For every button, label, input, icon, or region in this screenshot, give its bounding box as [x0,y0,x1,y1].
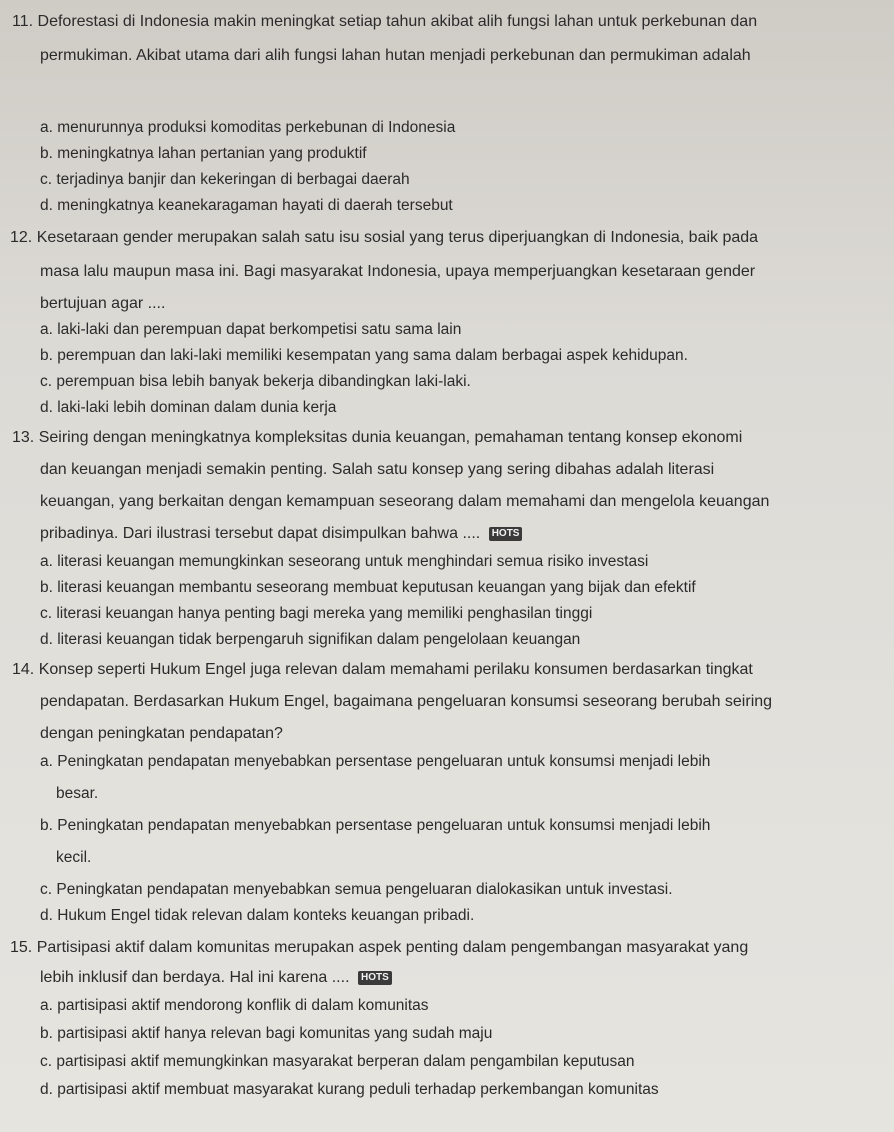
question-11-line-2: permukiman. Akibat utama dari alih fungsi lahan hutan menjadi perkebunan dan permukiman adalah [40,47,751,64]
question-12-number: 12. [10,229,33,246]
question-13-option-b[interactable]: b. literasi keuangan membantu seseorang membuat keputusan keuangan yang bijak dan efektif [40,579,696,596]
question-13-hots-badge: HOTS [489,527,523,541]
question-13-option-d[interactable]: d. literasi keuangan tidak berpengaruh signifikan dalam pengelolaan keuangan [40,631,581,648]
question-11-option-a[interactable]: a. menurunnya produksi komoditas perkebunan di Indonesia [40,119,456,136]
question-15-text-2: lebih inklusif dan berdaya. Hal ini karena .... [40,969,350,986]
question-12-option-a[interactable]: a. laki-laki dan perempuan dapat berkompetisi satu sama lain [40,321,462,338]
question-12-option-b[interactable]: b. perempuan dan laki-laki memiliki kesempatan yang sama dalam berbagai aspek kehidupan. [40,347,688,364]
question-14-line-1 [12,660,753,680]
question-12-option-d[interactable]: d. laki-laki lebih dominan dalam dunia kerja [40,399,337,416]
question-15-number: 15. [10,939,33,956]
question-14-option-c[interactable]: c. Peningkatan pendapatan menyebabkan semua pengeluaran dialokasikan untuk investasi. [40,881,673,898]
question-14-text-1: Konsep seperti Hukum Engel juga relevan dalam memahami perilaku konsumen berdasarkan tingkat [38,661,753,678]
question-11-line-1 [12,12,757,32]
question-13-number: 13. [12,429,35,446]
question-15-option-d[interactable]: d. partisipasi aktif membuat masyarakat kurang peduli terhadap perkembangan komunitas [40,1081,659,1098]
question-14-line-2: pendapatan. Berdasarkan Hukum Engel, bagaimana pengeluaran konsumsi seseorang berubah seiring [40,693,773,710]
question-13-line-4 [40,524,522,544]
question-14-option-a-cont: besar. [56,785,99,802]
question-15-text-1: Partisipasi aktif dalam komunitas merupakan aspek penting dalam pengembangan masyarakat yang [36,939,749,956]
question-13-text-1: Seiring dengan meningkatnya kompleksitas dunia keuangan, pemahaman tentang konsep ekonomi [38,429,743,446]
question-15-option-c[interactable]: c. partisipasi aktif memungkinkan masyarakat berperan dalam pengambilan keputusan [40,1053,635,1070]
question-13-option-a[interactable]: a. literasi keuangan memungkinkan seseorang untuk menghindari semua risiko investasi [40,553,649,570]
question-11-option-d[interactable]: d. meningkatnya keanekaragaman hayati di daerah tersebut [40,197,453,214]
question-13-line-3: keuangan, yang berkaitan dengan kemampuan seseorang dalam memahami dan mengelola keuangan [40,493,770,510]
question-14-option-b-cont: kecil. [56,849,92,866]
question-13-line-2: dan keuangan menjadi semakin penting. Salah satu konsep yang sering dibahas adalah literasi [40,461,715,478]
question-11-option-b[interactable]: b. meningkatnya lahan pertanian yang produktif [40,145,367,162]
question-13-line-1 [12,428,742,448]
question-12-line-3: bertujuan agar .... [40,295,166,312]
question-14-option-a[interactable]: a. Peningkatan pendapatan menyebabkan persentase pengeluaran untuk konsumsi menjadi lebih [40,753,711,770]
question-12-text-1: Kesetaraan gender merupakan salah satu isu sosial yang terus diperjuangkan di Indonesia, baik pada [36,229,759,246]
question-12-line-2: masa lalu maupun masa ini. Bagi masyarakat Indonesia, upaya memperjuangkan kesetaraan gender [40,263,756,280]
question-14-number: 14. [12,661,35,678]
question-11-text-1: Deforestasi di Indonesia makin meningkat setiap tahun akibat alih fungsi lahan untuk perkebunan dan [37,13,758,30]
question-11-number: 11. [12,13,34,30]
question-12-line-1 [10,228,758,248]
question-14-option-d[interactable]: d. Hukum Engel tidak relevan dalam konteks keuangan pribadi. [40,907,475,924]
question-14-option-b[interactable]: b. Peningkatan pendapatan menyebabkan persentase pengeluaran untuk konsumsi menjadi lebih [40,817,711,834]
question-15-hots-badge: HOTS [358,971,392,985]
question-11-option-c[interactable]: c. terjadinya banjir dan kekeringan di berbagai daerah [40,171,410,188]
question-15-line-2 [40,968,392,988]
question-15-line-1 [10,938,748,958]
question-13-text-4: pribadinya. Dari ilustrasi tersebut dapat disimpulkan bahwa .... [40,525,481,542]
question-15-option-b[interactable]: b. partisipasi aktif hanya relevan bagi komunitas yang sudah maju [40,1025,493,1042]
question-15-option-a[interactable]: a. partisipasi aktif mendorong konflik di dalam komunitas [40,997,429,1014]
question-14-line-3: dengan peningkatan pendapatan? [40,725,283,742]
question-13-option-c[interactable]: c. literasi keuangan hanya penting bagi mereka yang memiliki penghasilan tinggi [40,605,593,622]
question-12-option-c[interactable]: c. perempuan bisa lebih banyak bekerja dibandingkan laki-laki. [40,373,471,390]
